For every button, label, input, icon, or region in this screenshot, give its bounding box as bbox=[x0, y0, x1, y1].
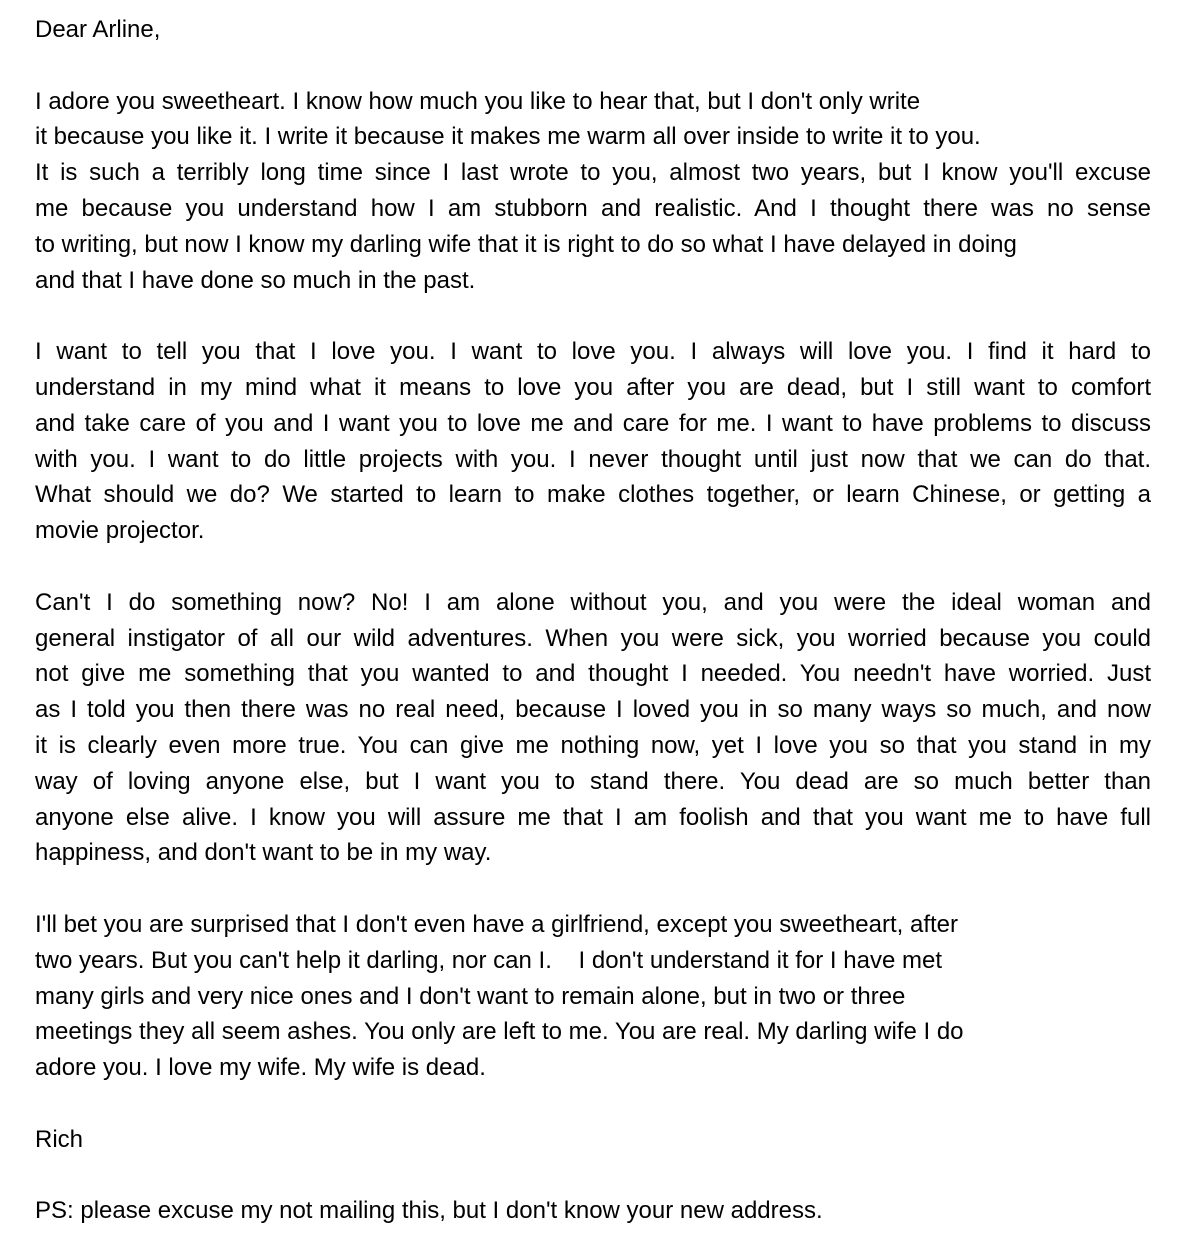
paragraph-3 bbox=[35, 585, 1151, 871]
paragraph-4-line-5: adore you. I love my wife. My wife is dead. bbox=[35, 1054, 486, 1082]
paragraph-3-line-3: not give me something that you wanted to and thought I needed. You needn't have worried. Just bbox=[35, 660, 1151, 688]
paragraph-3-line-1: Can't I do something now? No! I am alone without you, and you were the ideal woman and bbox=[35, 588, 1151, 616]
paragraph-1-line-2: it because you like it. I write it because it makes me warm all over inside to write it to you. bbox=[35, 123, 981, 151]
paragraph-gap bbox=[35, 298, 1151, 334]
paragraph-2-line-3: and take care of you and I want you to love me and care for me. I want to have problems to discuss bbox=[35, 409, 1151, 437]
paragraph-3-line-5: it is clearly even more true. You can give me nothing now, yet I love you so that you stand in my bbox=[35, 731, 1151, 759]
paragraph-1-line-5: to writing, but now I know my darling wife that it is right to do so what I have delayed in doing bbox=[35, 230, 1017, 258]
paragraph-2-line-1: I want to tell you that I love you. I want to love you. I always will love you. I find it hard to bbox=[35, 338, 1151, 366]
paragraph-2-line-5: What should we do? We started to learn to make clothes together, or learn Chinese, or getting a bbox=[35, 481, 1151, 509]
paragraph-4-line-2: two years. But you can't help it darling, nor can I. I don't understand it for I have met bbox=[35, 946, 942, 974]
paragraph-1-line-1: I adore you sweetheart. I know how much you like to hear that, but I don't only write bbox=[35, 87, 921, 115]
paragraph-gap bbox=[35, 1158, 1151, 1194]
paragraph-2 bbox=[35, 334, 1151, 549]
paragraph-gap bbox=[35, 871, 1151, 907]
letter-document bbox=[35, 12, 1151, 1229]
paragraph-4-line-4: meetings they all seem ashes. You only are left to me. You are real. My darling wife I do bbox=[35, 1018, 964, 1046]
signature-text: Rich bbox=[35, 1125, 84, 1153]
paragraph-gap bbox=[35, 1086, 1151, 1122]
salutation-text: Dear Arline, bbox=[35, 16, 161, 43]
signature bbox=[35, 1122, 1151, 1158]
paragraph-3-line-4: as I told you then there was no real need, because I loved you in so many ways so much, and now bbox=[35, 696, 1151, 724]
paragraph-1-line-6: and that I have done so much in the past. bbox=[35, 266, 476, 294]
paragraph-3-line-8: happiness, and don't want to be in my way. bbox=[35, 839, 492, 867]
paragraph-3-line-7: anyone else alive. I know you will assure me that I am foolish and that you want me to have full bbox=[35, 803, 1151, 831]
postscript-text: PS: please excuse my not mailing this, but I don't know your new address. bbox=[35, 1197, 823, 1225]
paragraph-4 bbox=[35, 907, 1151, 1086]
salutation bbox=[35, 12, 1151, 48]
paragraph-4-line-1: I'll bet you are surprised that I don't even have a girlfriend, except you sweetheart, after bbox=[35, 910, 959, 938]
paragraph-gap bbox=[35, 549, 1151, 585]
paragraph-2-line-2: understand in my mind what it means to love you after you are dead, but I still want to comfort bbox=[35, 373, 1151, 401]
paragraph-4-line-3: many girls and very nice ones and I don't want to remain alone, but in two or three bbox=[35, 982, 906, 1010]
paragraph-1-line-4: me because you understand how I am stubborn and realistic. And I thought there was no sense bbox=[35, 194, 1151, 222]
postscript bbox=[35, 1193, 1151, 1229]
paragraph-2-line-6: movie projector. bbox=[35, 517, 205, 545]
paragraph-1 bbox=[35, 84, 1151, 299]
paragraph-1-line-3: It is such a terribly long time since I last wrote to you, almost two years, but I know you'll excuse bbox=[35, 159, 1151, 187]
paragraph-3-line-2: general instigator of all our wild adventures. When you were sick, you worried because you could bbox=[35, 624, 1151, 652]
paragraph-gap bbox=[35, 48, 1151, 84]
paragraph-2-line-4: with you. I want to do little projects with you. I never thought until just now that we can do that. bbox=[35, 445, 1151, 473]
paragraph-3-line-6: way of loving anyone else, but I want you to stand there. You dead are so much better than bbox=[35, 767, 1151, 795]
